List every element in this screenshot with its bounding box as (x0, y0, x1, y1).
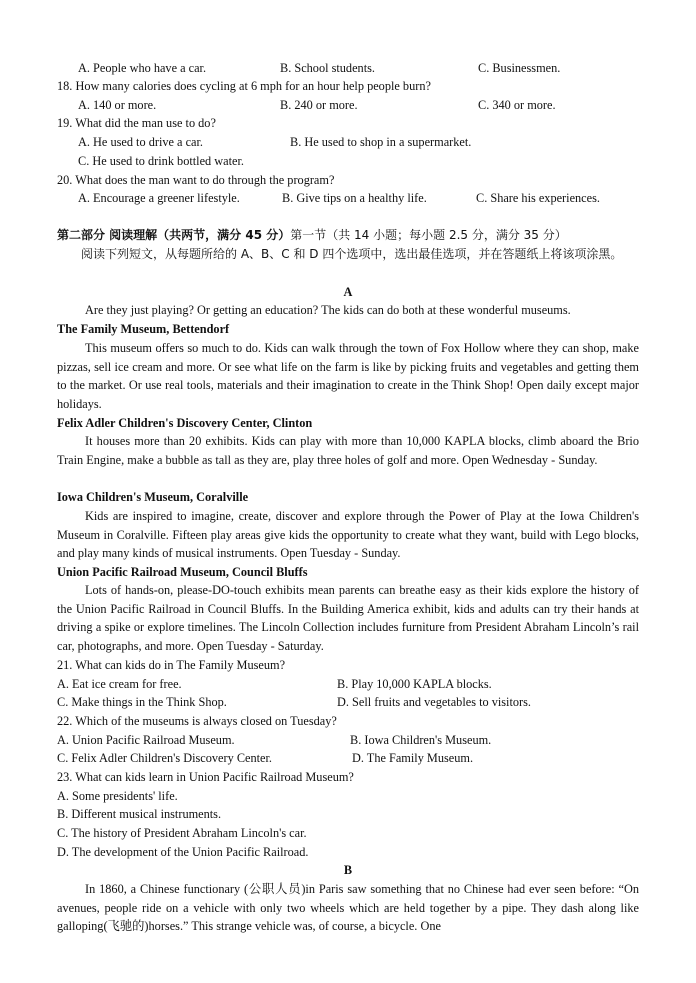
q22-option-c: C. Felix Adler Children's Discovery Center. (57, 751, 272, 765)
q22-option-a: A. Union Pacific Railroad Museum. (57, 733, 235, 747)
museum-3-text: Kids are inspired to imagine, create, discover and explore through the Power of Play at the Iowa Children's Museum in Coralville. Fifteen play areas give kids the opportunity to create what they want, build with Lego blocks, and play many kinds of musical instruments. Open Tuesday - Sunday. (57, 509, 639, 561)
section-instruction: 阅读下列短文，从每题所给的 A、B、C 和 D 四个选项中，选出最佳选项，并在答题纸上将该项涂黑。 (81, 247, 623, 261)
q21-question: 21. What can kids do in The Family Museum? (57, 658, 286, 672)
q23-option-c: C. The history of President Abraham Lincoln's car. (57, 826, 307, 840)
q17-option-c: C. Businessmen. (478, 61, 561, 75)
q23-option-b: B. Different musical instruments. (57, 807, 222, 821)
q17-option-b: B. School students. (280, 61, 375, 75)
q21-option-c: C. Make things in the Think Shop. (57, 695, 227, 709)
q23-question: 23. What can kids learn in Union Pacific Railroad Museum? (57, 770, 354, 784)
museum-2-name: Felix Adler Children's Discovery Center, Clinton (57, 416, 313, 430)
passage-a-letter: A (343, 285, 353, 299)
q23-option-a: A. Some presidents' life. (57, 789, 178, 803)
q22-option-d: D. The Family Museum. (352, 751, 474, 765)
section-header (57, 226, 567, 244)
section-subtitle: 第一节（共 14 小题；每小题 2.5 分，满分 35 分） (290, 228, 567, 242)
q17-option-a: A. People who have a car. (78, 61, 207, 75)
passage-a-intro: Are they just playing? Or getting an education? The kids can do both at these wonderful museums. (85, 303, 571, 317)
q20-option-c: C. Share his experiences. (476, 191, 600, 205)
museum-3-name: Iowa Children's Museum, Coralville (57, 490, 249, 504)
q22-option-b: B. Iowa Children's Museum. (350, 733, 492, 747)
q20-option-a: A. Encourage a greener lifestyle. (78, 191, 240, 205)
q18-question: 18. How many calories does cycling at 6 mph for an hour help people burn? (57, 79, 431, 93)
q23-option-d: D. The development of the Union Pacific Railroad. (57, 845, 309, 859)
museum-2-text: It houses more than 20 exhibits. Kids can play with more than 10,000 KAPLA blocks, climb aboard the Brio Train Engine, make a bubble as tall as they are, play three holes of golf and more. Open Wednesday - Sunday. (57, 434, 639, 467)
q20-question: 20. What does the man want to do through the program? (57, 173, 335, 187)
q19-option-c: C. He used to drink bottled water. (78, 154, 244, 168)
q19-question: 19. What did the man use to do? (57, 116, 216, 130)
q21-option-d: D. Sell fruits and vegetables to visitors. (337, 695, 531, 709)
q18-option-b: B. 240 or more. (280, 98, 358, 112)
q20-option-b: B. Give tips on a healthy life. (282, 191, 427, 205)
passage-b-letter: B (343, 863, 353, 877)
museum-4-text: Lots of hands-on, please-DO-touch exhibits mean parents can breathe easy as their kids explore the history of the Union Pacific Railroad in Council Bluffs. In the Building America exhibit, kids and adults can try their hands at driving a spike or explore timelines. The Lincoln Collection includes furniture from President Abraham Lincoln’s rail car, photographs, and more. Open Tuesday - Saturday. (57, 583, 639, 654)
q18-option-c: C. 340 or more. (478, 98, 556, 112)
q21-option-a: A. Eat ice cream for free. (57, 677, 182, 691)
q21-option-b: B. Play 10,000 KAPLA blocks. (337, 677, 492, 691)
museum-1-text: This museum offers so much to do. Kids can walk through the town of Fox Hollow where they can shop, make pizzas, sell ice cream and more. Or see what life on the farm is like by picking fruits and vegetables and getting them to the market. Or use real tools, materials and their imagination to create in the Think Shop! Open daily except major holidays. (57, 341, 639, 412)
passage-b-text: In 1860, a Chinese functionary (公职人员)in Paris saw something that no Chinese had ever seen before: “On avenues, people ride on a vehicle with only two wheels which are held together by a pipe. They dash along like galloping(飞驰的)horses.” This strange vehicle was, of course, a bicycle. One (57, 882, 639, 934)
museum-1-name: The Family Museum, Bettendorf (57, 322, 230, 336)
museum-4-name: Union Pacific Railroad Museum, Council Bluffs (57, 565, 308, 579)
section-title: 第二部分 阅读理解（共两节，满分 45 分） (57, 228, 291, 242)
q18-option-a: A. 140 or more. (78, 98, 157, 112)
q22-question: 22. Which of the museums is always closed on Tuesday? (57, 714, 337, 728)
q19-option-b: B. He used to shop in a supermarket. (290, 135, 472, 149)
q19-option-a: A. He used to drive a car. (78, 135, 203, 149)
